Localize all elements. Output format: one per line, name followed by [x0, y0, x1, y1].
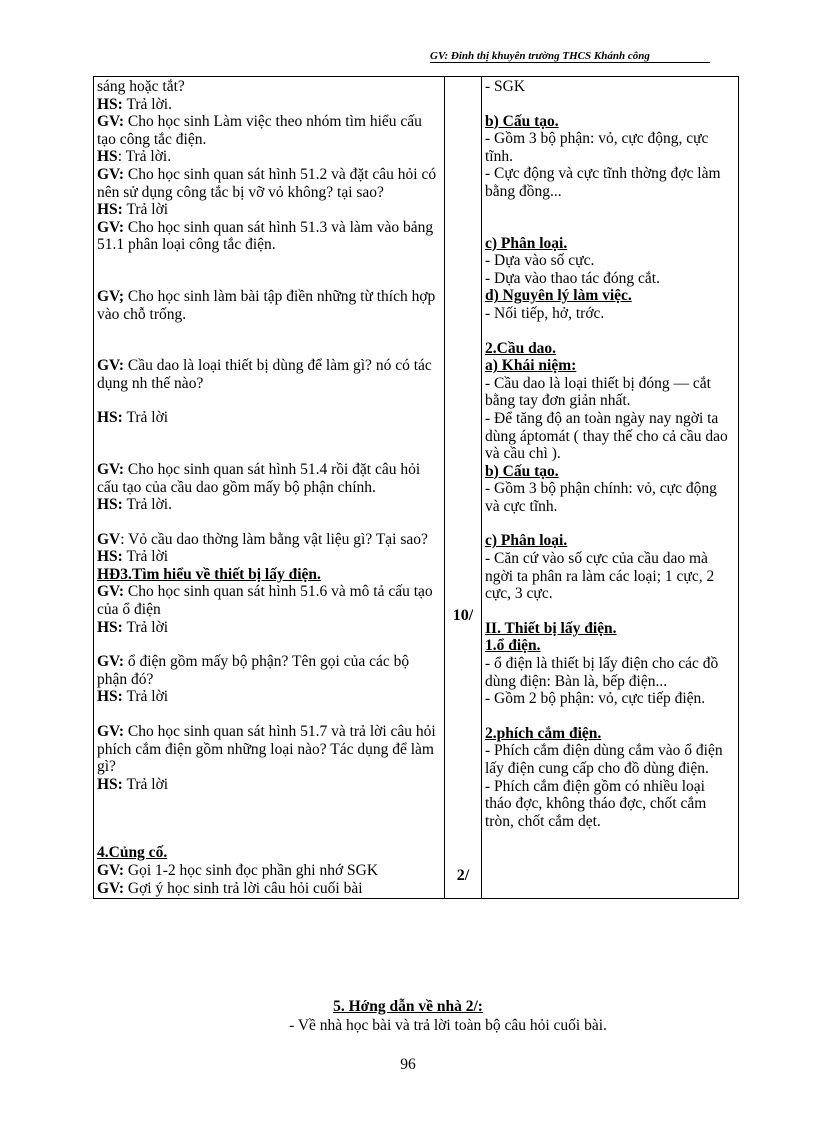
page-number: 96 [400, 1056, 416, 1073]
left-text: : Vỏ cầu dao thờng làm bằng vật liệu gì? Tại sao? [120, 530, 428, 548]
right-line [485, 270, 735, 288]
spacer [97, 254, 441, 288]
left-line [97, 148, 441, 166]
left-text: Trả lời [122, 618, 169, 636]
left-line [97, 566, 441, 584]
speaker-tag: GV: [97, 583, 124, 601]
lesson-table [93, 76, 739, 899]
left-text: Cho học sinh quan sát hình 51.7 và trả lời câu hỏi phích cắm điện gồm những loại nào? Tác dụng để làm gì? [97, 723, 436, 776]
right-line [485, 357, 735, 375]
right-line [485, 725, 735, 743]
right-heading: 2.phích cắm điện. [485, 724, 602, 742]
left-line [97, 619, 441, 637]
left-text: Cho học sinh quan sát hình 51.6 và mô tả cấu tạo của ổ điện [97, 583, 433, 619]
left-line [97, 357, 441, 392]
time-label-1: 10/ [452, 607, 474, 624]
right-line [485, 165, 735, 200]
left-text: Cho học sinh quan sát hình 51.4 rồi đặt câu hỏi cấu tạo của cầu dao gồm mấy bộ phận chính. [97, 460, 421, 496]
homework-heading [0, 998, 816, 1016]
left-text: Trả lời [122, 201, 169, 219]
left-text: Trả lời. [122, 496, 172, 514]
left-text: Gọi 1-2 học sinh đọc phần ghi nhớ SGK [124, 862, 379, 879]
right-line [485, 252, 735, 270]
time-column [445, 77, 482, 899]
right-heading: 1.ổ điện. [485, 637, 541, 655]
speaker-tag: GV: [97, 879, 124, 897]
speaker-tag: GV: [97, 165, 124, 183]
speaker-tag: HS: [97, 688, 123, 706]
spacer [485, 96, 735, 113]
right-line [485, 113, 735, 131]
speaker-tag: GV: [97, 357, 124, 375]
spacer [485, 708, 735, 725]
left-line [97, 78, 441, 96]
left-text: sáng hoặc tắt? [97, 78, 185, 95]
left-line [97, 113, 441, 148]
right-text: - Nối tiếp, hở, trớc. [485, 304, 605, 322]
left-line [97, 96, 441, 114]
left-line [97, 219, 441, 254]
right-heading: c) Phân loại. [485, 532, 568, 550]
right-line [485, 463, 735, 481]
right-text: - Cầu dao là loại thiết bị đóng — cắt bằng tay đơn giản nhất. [485, 374, 711, 410]
content-column [482, 77, 739, 899]
spacer [485, 515, 735, 532]
left-text: Cầu dao là loại thiết bị dùng để làm gì? nó có tác dụng nh thế nào? [97, 357, 432, 392]
left-line [97, 653, 441, 688]
speaker-tag: HS: [97, 496, 123, 514]
left-line [97, 548, 441, 566]
right-heading: a) Khái niệm: [485, 357, 577, 375]
left-line [97, 409, 441, 427]
speaker-tag: GV; [97, 287, 124, 305]
content-text [482, 77, 738, 831]
speaker-tag: GV: [97, 218, 124, 236]
spacer [97, 514, 441, 531]
speaker-tag: GV [97, 530, 121, 548]
right-text: - Để tăng độ an toàn ngày nay ngời ta dùng áptomát ( thay thế cho cả cầu dao và cầu chì ). [485, 409, 728, 463]
left-text: Trả lời. [122, 95, 172, 113]
right-text: - Phích cắm điện dùng cắm vào ổ điện lấy điện cung cấp cho đồ dùng điện. [485, 742, 723, 777]
right-line [485, 130, 735, 165]
right-text: - Phích cắm điện gồm có nhiều loại tháo đợc, không tháo đợc, chốt cắm tròn, chốt cắm dẹt. [485, 777, 707, 830]
speaker-tag: GV: [97, 653, 124, 671]
left-text: Trả lời [122, 775, 169, 793]
left-line [97, 844, 441, 862]
spacer [485, 201, 735, 235]
right-line [485, 480, 735, 515]
left-text: : Trả lời. [117, 148, 172, 166]
right-line [485, 550, 735, 603]
left-text: Cho học sinh làm bài tập điền những từ thích hợp vào chỗ trống. [97, 287, 436, 323]
left-line [97, 862, 441, 880]
left-text: Cho học sinh quan sát hình 51.3 và làm vào bảng 51.1 phân loại công tắc điện. [97, 218, 434, 254]
activities-column [94, 77, 445, 899]
speaker-tag: HS: [97, 201, 123, 219]
left-heading: HĐ3.Tìm hiểu về thiết bị lấy điện. [97, 565, 321, 583]
right-line [485, 532, 735, 550]
right-line [485, 340, 735, 358]
left-text: Cho học sinh Làm việc theo nhóm tìm hiểu cấu tạo công tắc điện. [97, 113, 422, 148]
left-text: ổ điện gồm mấy bộ phận? Tên gọi của các bộ phận đó? [97, 653, 410, 688]
speaker-tag: HS: [97, 409, 123, 427]
left-text: Trả lời [122, 548, 169, 566]
spacer [97, 636, 441, 653]
spacer [97, 793, 441, 844]
right-heading: b) Cấu tạo. [485, 462, 559, 480]
right-line [485, 637, 735, 655]
spacer [97, 392, 441, 409]
left-line [97, 531, 441, 549]
right-heading: b) Cấu tạo. [485, 112, 559, 130]
left-line [97, 776, 441, 794]
right-text: - SGK [485, 78, 526, 95]
right-heading: 2.Cầu dao. [485, 339, 557, 357]
left-text: Trả lời [122, 409, 169, 427]
right-text: - Căn cứ vào số cực của cầu dao mà ngời ta phân ra làm các loại; 1 cực, 2 cực, 3 cực. [485, 550, 715, 603]
spacer [97, 427, 441, 461]
speaker-tag: GV: [97, 460, 124, 478]
right-line [485, 410, 735, 463]
left-line [97, 583, 441, 618]
left-text: Gợi ý học sinh trả lời câu hỏi cuối bài [124, 879, 363, 897]
right-line [485, 78, 735, 96]
right-line [485, 778, 735, 831]
homework-line: - Về nhà học bài và trả lời toàn bộ câu hỏi cuối bài. [289, 1017, 607, 1034]
left-line [97, 688, 441, 706]
page-header: GV: Đinh thị khuyên trường THCS Khánh công [430, 50, 710, 63]
spacer [97, 706, 441, 723]
speaker-tag: GV: [97, 113, 124, 131]
speaker-tag: HS: [97, 775, 123, 793]
left-line [97, 201, 441, 219]
right-text: - Cực động và cực tĩnh thờng đợc làm bằng đồng... [485, 165, 721, 200]
right-text: - Gồm 3 bộ phận chính: vỏ, cực động và cực tĩnh. [485, 480, 717, 515]
left-line [97, 288, 441, 323]
right-line [485, 742, 735, 777]
right-line [485, 375, 735, 410]
time-label-2: 2/ [456, 867, 470, 884]
right-line [485, 235, 735, 253]
right-heading: c) Phân loại. [485, 234, 568, 252]
speaker-tag: GV: [97, 862, 124, 879]
right-text: - Gồm 2 bộ phận: vỏ, cực tiếp điện. [485, 690, 706, 708]
spacer [485, 603, 735, 620]
left-line [97, 496, 441, 514]
spacer [485, 323, 735, 340]
right-line [485, 287, 735, 305]
left-heading: 4.Củng cố. [97, 844, 168, 862]
activities-text [94, 77, 444, 898]
speaker-tag: GV: [97, 723, 124, 741]
right-heading: d) Nguyên lý làm việc. [485, 287, 632, 305]
spacer [97, 323, 441, 357]
left-line [97, 461, 441, 496]
right-text: - Dựa vào số cực. [485, 252, 595, 270]
right-text: - Gồm 3 bộ phận: vỏ, cực động, cực tĩnh. [485, 130, 709, 165]
homework-title: 5. Hớng dẫn về nhà 2/: [333, 998, 483, 1015]
left-text: Trả lời [122, 688, 169, 706]
left-line [97, 880, 441, 898]
right-text: - Dựa vào thao tác đóng cắt. [485, 269, 660, 287]
speaker-tag: HS: [97, 618, 123, 636]
right-heading: II. Thiết bị lấy điện. [485, 619, 617, 637]
speaker-tag: HS: [97, 548, 123, 566]
left-text: Cho học sinh quan sát hình 51.2 và đặt câu hỏi có nên sử dụng công tắc bị vỡ vỏ không? tại sao? [97, 165, 437, 201]
right-line [485, 620, 735, 638]
right-line [485, 690, 735, 708]
right-line [485, 305, 735, 323]
right-line [485, 655, 735, 690]
left-line [97, 723, 441, 776]
speaker-tag: HS [97, 148, 118, 166]
speaker-tag: HS: [97, 95, 123, 113]
left-line [97, 166, 441, 201]
right-text: - ổ điện là thiết bị lấy điện cho các đồ dùng điện: Bàn là, bếp điện... [485, 655, 719, 690]
